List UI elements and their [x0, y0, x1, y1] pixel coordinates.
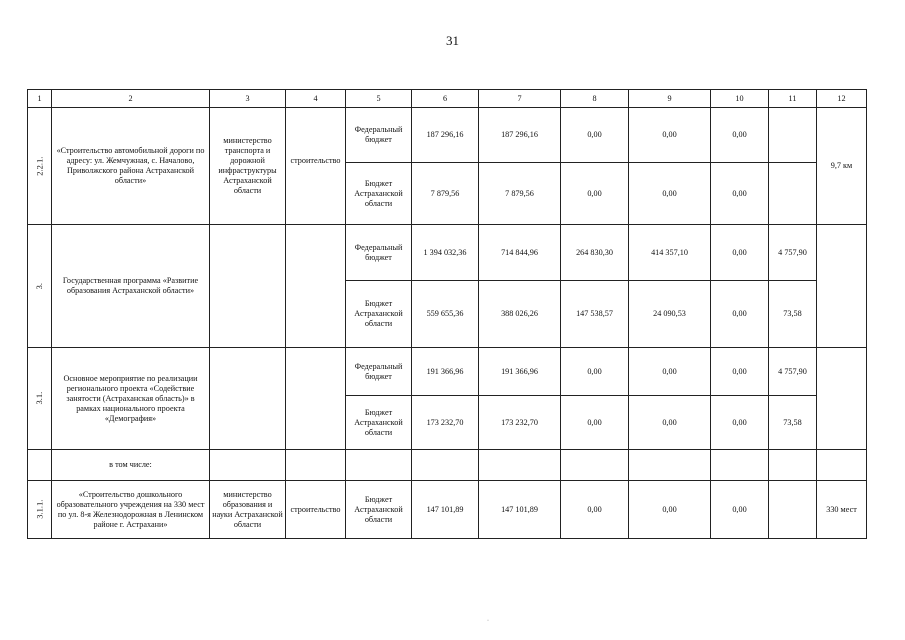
- empty-cell: [210, 450, 286, 481]
- value-cell: 264 830,30: [561, 225, 629, 281]
- value-cell: [769, 481, 817, 539]
- scan-mark: ·: [487, 618, 489, 624]
- value-cell: 0,00: [711, 481, 769, 539]
- empty-cell: [28, 450, 52, 481]
- value-cell: 187 296,16: [412, 108, 479, 163]
- column-number: 6: [412, 90, 479, 108]
- value-cell: 0,00: [629, 163, 711, 225]
- value-cell: 147 101,89: [412, 481, 479, 539]
- value-cell: 173 232,70: [412, 396, 479, 450]
- value-cell: 4 757,90: [769, 348, 817, 396]
- value-cell: [769, 163, 817, 225]
- column-number: 11: [769, 90, 817, 108]
- table-row: [28, 450, 867, 481]
- value-cell: 559 655,36: [412, 281, 479, 348]
- column-number: 2: [52, 90, 210, 108]
- empty-cell: [711, 450, 769, 481]
- column-number: 8: [561, 90, 629, 108]
- column-number: 9: [629, 90, 711, 108]
- column-number-row: [28, 90, 867, 108]
- work-type: строительство: [286, 481, 346, 539]
- row-number: 2.2.1.: [28, 108, 52, 225]
- column-number: 7: [479, 90, 561, 108]
- value-cell: 7 879,56: [479, 163, 561, 225]
- column-number: 4: [286, 90, 346, 108]
- value-cell: 0,00: [629, 481, 711, 539]
- empty-cell: [629, 450, 711, 481]
- column-number: 3: [210, 90, 286, 108]
- page-number: 31: [446, 33, 459, 48]
- value-cell: 73,58: [769, 396, 817, 450]
- value-cell: 24 090,53: [629, 281, 711, 348]
- empty-cell: [479, 450, 561, 481]
- row-number: 3.1.: [28, 348, 52, 450]
- item-name: «Строительство дошкольного образовательного учреждения на 330 мест по ул. 8-я Железнодорожная в Ленинском районе г. Астрахани»: [52, 481, 210, 539]
- funding-source: Федеральный бюджет: [346, 108, 412, 163]
- empty-cell: [412, 450, 479, 481]
- value-cell: 147 101,89: [479, 481, 561, 539]
- value-cell: 4 757,90: [769, 225, 817, 281]
- empty-cell: [346, 450, 412, 481]
- value-cell: 1 394 032,36: [412, 225, 479, 281]
- value-cell: 0,00: [561, 481, 629, 539]
- empty-cell: [210, 225, 286, 348]
- table-row: [28, 481, 867, 539]
- table-row: [28, 348, 867, 396]
- value-cell: 0,00: [711, 281, 769, 348]
- value-cell: 187 296,16: [479, 108, 561, 163]
- executor: министерство образования и науки Астраханской области: [210, 481, 286, 539]
- funding-source: Бюджет Астраханской области: [346, 481, 412, 539]
- value-cell: 0,00: [711, 348, 769, 396]
- capacity-cell: 330 мест: [817, 481, 867, 539]
- funding-source: Федеральный бюджет: [346, 348, 412, 396]
- column-number: 1: [28, 90, 52, 108]
- including-label: в том числе:: [52, 450, 210, 481]
- value-cell: 0,00: [561, 108, 629, 163]
- value-cell: 0,00: [711, 108, 769, 163]
- value-cell: 0,00: [629, 348, 711, 396]
- item-name: Государственная программа «Развитие образования Астраханской области»: [52, 225, 210, 348]
- empty-cell: [286, 450, 346, 481]
- table-row: [28, 225, 867, 281]
- executor: министерство транспорта и дорожной инфраструктуры Астраханской области: [210, 108, 286, 225]
- value-cell: 7 879,56: [412, 163, 479, 225]
- empty-cell: [817, 225, 867, 348]
- work-type: строительство: [286, 108, 346, 225]
- value-cell: 0,00: [561, 396, 629, 450]
- value-cell: 0,00: [711, 396, 769, 450]
- value-cell: 0,00: [711, 163, 769, 225]
- value-cell: 0,00: [561, 163, 629, 225]
- column-number: 12: [817, 90, 867, 108]
- empty-cell: [286, 225, 346, 348]
- item-name: «Строительство автомобильной дороги по адресу: ул. Жемчужная, с. Началово, Приволжского района Астраханской области»: [52, 108, 210, 225]
- value-cell: 0,00: [711, 225, 769, 281]
- empty-cell: [561, 450, 629, 481]
- value-cell: 191 366,96: [412, 348, 479, 396]
- empty-cell: [769, 450, 817, 481]
- column-number: 5: [346, 90, 412, 108]
- value-cell: 73,58: [769, 281, 817, 348]
- column-number: 10: [711, 90, 769, 108]
- value-cell: 191 366,96: [479, 348, 561, 396]
- funding-source: Бюджет Астраханской области: [346, 281, 412, 348]
- funding-source: Федеральный бюджет: [346, 225, 412, 281]
- capacity-cell: 9,7 км: [817, 108, 867, 225]
- value-cell: [769, 108, 817, 163]
- value-cell: 0,00: [561, 348, 629, 396]
- funding-source: Бюджет Астраханской области: [346, 163, 412, 225]
- value-cell: 714 844,96: [479, 225, 561, 281]
- empty-cell: [286, 348, 346, 450]
- row-number: 3.: [28, 225, 52, 348]
- value-cell: 147 538,57: [561, 281, 629, 348]
- funding-source: Бюджет Астраханской области: [346, 396, 412, 450]
- empty-cell: [817, 348, 867, 450]
- budget-table: [27, 89, 867, 539]
- empty-cell: [210, 348, 286, 450]
- value-cell: 414 357,10: [629, 225, 711, 281]
- value-cell: 173 232,70: [479, 396, 561, 450]
- empty-cell: [817, 450, 867, 481]
- table-row: [28, 108, 867, 163]
- value-cell: 388 026,26: [479, 281, 561, 348]
- row-number: 3.1.1.: [28, 481, 52, 539]
- value-cell: 0,00: [629, 396, 711, 450]
- value-cell: 0,00: [629, 108, 711, 163]
- item-name: Основное мероприятие по реализации регионального проекта «Содействие занятости (Астраханская область)» в рамках национального проекта «Демография»: [52, 348, 210, 450]
